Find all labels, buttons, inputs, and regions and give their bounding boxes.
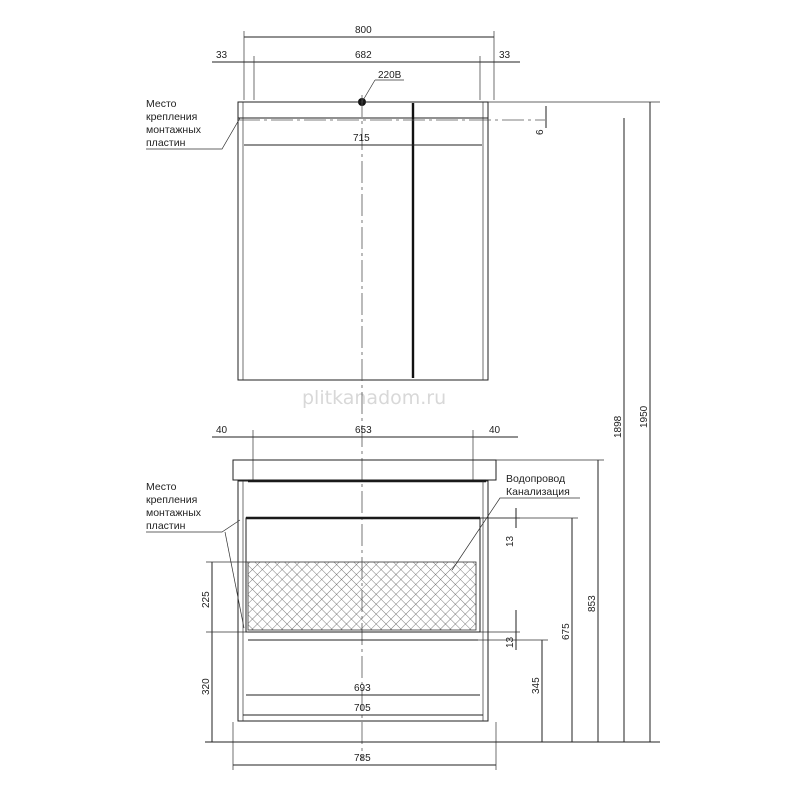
note-line: Канализация (506, 486, 570, 498)
dim-floor-height: 320 (201, 678, 212, 695)
dim-cabinet-width: 705 (354, 703, 371, 714)
dim-panel-width: 715 (353, 133, 370, 144)
dim-offset: 6 (535, 129, 546, 135)
plumbing-zone (248, 562, 476, 630)
note-line: Водопровод (506, 473, 566, 485)
mount-note-bottom (146, 481, 244, 628)
note-line: крепления (146, 111, 198, 123)
dim-side-right: 40 (489, 425, 501, 436)
dim-side-left: 40 (216, 425, 228, 436)
dim-cabinet-height: 853 (587, 595, 598, 612)
note-line: крепления (146, 494, 198, 506)
dim-total-width: 800 (355, 25, 372, 36)
watermark-text: plitkanadom.ru (302, 387, 447, 409)
dim-inner-width: 653 (355, 425, 372, 436)
note-line: Место (146, 481, 177, 493)
dim-mirror-top: 1898 (613, 415, 624, 438)
note-line: монтажных (146, 124, 202, 136)
power-label: 220В (378, 70, 402, 81)
basin-top (233, 460, 496, 480)
vanity-view (146, 425, 660, 770)
leader-line (362, 80, 375, 102)
mount-note-top (146, 98, 240, 149)
dim-drain-height: 345 (531, 677, 542, 694)
note-line: Место (146, 98, 177, 110)
note-line: пластин (146, 520, 186, 532)
dim-side-right: 33 (499, 50, 511, 61)
dim-zone-height: 225 (201, 591, 212, 608)
dim-lower-gap: 13 (505, 636, 516, 648)
dim-side-left: 33 (216, 50, 228, 61)
dim-basin-width: 785 (354, 753, 371, 764)
leader-line (225, 532, 244, 628)
dim-upper-gap: 13 (505, 535, 516, 547)
dim-outlet-height: 675 (561, 623, 572, 640)
dim-drawer-width: 693 (354, 683, 371, 694)
note-line: пластин (146, 137, 186, 149)
dim-total-height: 1950 (639, 405, 650, 428)
dim-inner-width: 682 (355, 50, 372, 61)
note-line: монтажных (146, 507, 202, 519)
